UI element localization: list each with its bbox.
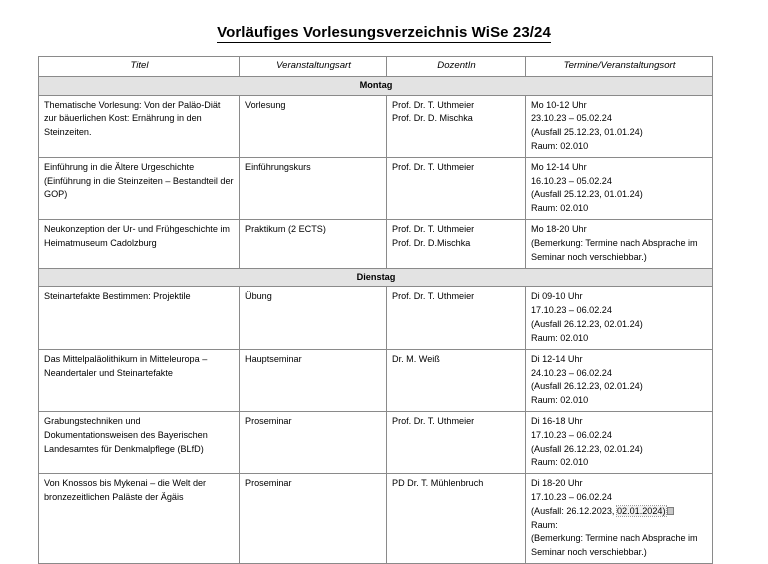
cell-veranstaltungsart: Proseminar <box>240 411 387 473</box>
cell-line: (Ausfall 26.12.23, 02.01.24) <box>531 381 643 392</box>
cell-titel: Das Mittelpaläolithikum in Mitteleuropa – Neandertaler und Steinartefakte <box>39 349 240 411</box>
cell-line: Mo 12-14 Uhr <box>531 161 587 172</box>
cell-line: Mo 18-20 Uhr <box>531 224 587 235</box>
cell-line: 23.10.23 – 05.02.24 <box>531 113 612 124</box>
cell-line: (Bemerkung: Termine nach Absprache im Seminar noch verschiebbar.) <box>531 237 698 262</box>
cell-termine <box>526 220 713 268</box>
table-row <box>39 220 713 268</box>
table-header-row <box>39 57 713 77</box>
cell-line: Di 09-10 Uhr <box>531 291 583 302</box>
cell-line: PD Dr. T. Mühlenbruch <box>392 478 484 489</box>
selected-text-range[interactable]: 02.01.2024) <box>616 505 666 516</box>
cell-veranstaltungsart: Einführungskurs <box>240 157 387 219</box>
cell-titel: Einführung in die Ältere Urgeschichte (Einführung in die Steinzeiten – Bestandteil der GOP) <box>39 157 240 219</box>
cell-line: Prof. Dr. D. Mischka <box>392 113 473 124</box>
cell-line: Raum: 02.010 <box>531 395 589 406</box>
day-band-label: Dienstag <box>39 268 713 287</box>
cell-veranstaltungsart: Proseminar <box>240 474 387 564</box>
cell-line: 16.10.23 – 05.02.24 <box>531 175 612 186</box>
cell-veranstaltungsart: Vorlesung <box>240 95 387 157</box>
cell-titel: Von Knossos bis Mykenai – die Welt der bronzezeitlichen Paläste der Ägäis <box>39 474 240 564</box>
cell-line: 17.10.23 – 06.02.24 <box>531 429 612 440</box>
day-band-label: Montag <box>39 76 713 95</box>
cell-line: Prof. Dr. T. Uthmeier <box>392 224 475 235</box>
cell-dozentin <box>387 349 526 411</box>
cell-titel: Neukonzeption der Ur- und Frühgeschichte im Heimatmuseum Cadolzburg <box>39 220 240 268</box>
cell-line: Prof. Dr. D.Mischka <box>392 237 471 248</box>
cell-line: (Ausfall 26.12.23, 02.01.24) <box>531 443 643 454</box>
cell-line: Raum: 02.010 <box>531 332 589 343</box>
cell-line: Prof. Dr. T. Uthmeier <box>392 415 475 426</box>
column-header-veranstaltungsart: Veranstaltungsart <box>240 57 387 77</box>
table-row <box>39 349 713 411</box>
page-title <box>0 24 768 41</box>
cell-line: Di 16-18 Uhr <box>531 415 583 426</box>
column-header-termine: Termine/Veranstaltungsort <box>526 57 713 77</box>
cell-veranstaltungsart: Hauptseminar <box>240 349 387 411</box>
cell-termine <box>526 411 713 473</box>
cell-line: Di 12-14 Uhr <box>531 353 583 364</box>
cell-termine <box>526 157 713 219</box>
cell-line: (Bemerkung: Termine nach Absprache im Seminar noch verschiebbar.) <box>531 533 698 558</box>
page-title-text: Vorläufiges Vorlesungsverzeichnis WiSe 23/24 <box>217 24 551 41</box>
column-header-titel: Titel <box>39 57 240 77</box>
cell-dozentin <box>387 287 526 349</box>
cell-line: Raum: 02.010 <box>531 141 589 151</box>
cell-line: Prof. Dr. T. Uthmeier <box>392 99 475 110</box>
table-row <box>39 95 713 157</box>
table-row <box>39 287 713 349</box>
cell-line: (Ausfall: 26.12.2023, 02.01.2024) <box>531 505 708 519</box>
cell-line: Raum: 02.010 <box>531 457 589 468</box>
cell-line: Prof. Dr. T. Uthmeier <box>392 161 475 172</box>
cell-line: (Ausfall 25.12.23, 01.01.24) <box>531 189 643 200</box>
table-row <box>39 157 713 219</box>
cell-line: (Ausfall 25.12.23, 01.01.24) <box>531 127 643 138</box>
cell-dozentin <box>387 220 526 268</box>
table-row <box>39 474 713 564</box>
cell-line: Raum: 02.010 <box>531 203 589 214</box>
cell-line: Prof. Dr. T. Uthmeier <box>392 291 475 302</box>
day-band-dienstag <box>39 268 713 287</box>
table-row <box>39 411 713 473</box>
cell-dozentin <box>387 157 526 219</box>
cell-dozentin <box>387 95 526 157</box>
cell-line: Dr. M. Weiß <box>392 353 440 364</box>
cell-line: 17.10.23 – 06.02.24 <box>531 492 612 503</box>
cell-titel: Steinartefakte Bestimmen: Projektile <box>39 287 240 349</box>
course-schedule-table <box>38 56 713 564</box>
column-header-dozentin: DozentIn <box>387 57 526 77</box>
cell-line: 17.10.23 – 06.02.24 <box>531 305 612 316</box>
cell-termine <box>526 349 713 411</box>
cell-dozentin <box>387 474 526 564</box>
cell-dozentin <box>387 411 526 473</box>
day-band-montag <box>39 76 713 95</box>
cell-veranstaltungsart: Praktikum (2 ECTS) <box>240 220 387 268</box>
cell-line: (Ausfall 26.12.23, 02.01.24) <box>531 319 643 330</box>
cell-line: Di 18-20 Uhr <box>531 478 583 489</box>
cell-termine <box>526 95 713 157</box>
paste-options-icon[interactable] <box>667 507 674 515</box>
cell-titel: Thematische Vorlesung: Von der Paläo-Diät zur bäuerlichen Kost: Ernährung in den Steinzeiten. <box>39 95 240 157</box>
cell-termine <box>526 474 713 564</box>
cell-line: Mo 10-12 Uhr <box>531 99 587 110</box>
cell-line: 24.10.23 – 06.02.24 <box>531 367 612 378</box>
cell-termine <box>526 287 713 349</box>
cell-line: Raum: <box>531 519 558 530</box>
cell-veranstaltungsart: Übung <box>240 287 387 349</box>
cell-titel: Grabungstechniken und Dokumentationsweisen des Bayerischen Landesamtes für Denkmalpflege (BLfD) <box>39 411 240 473</box>
